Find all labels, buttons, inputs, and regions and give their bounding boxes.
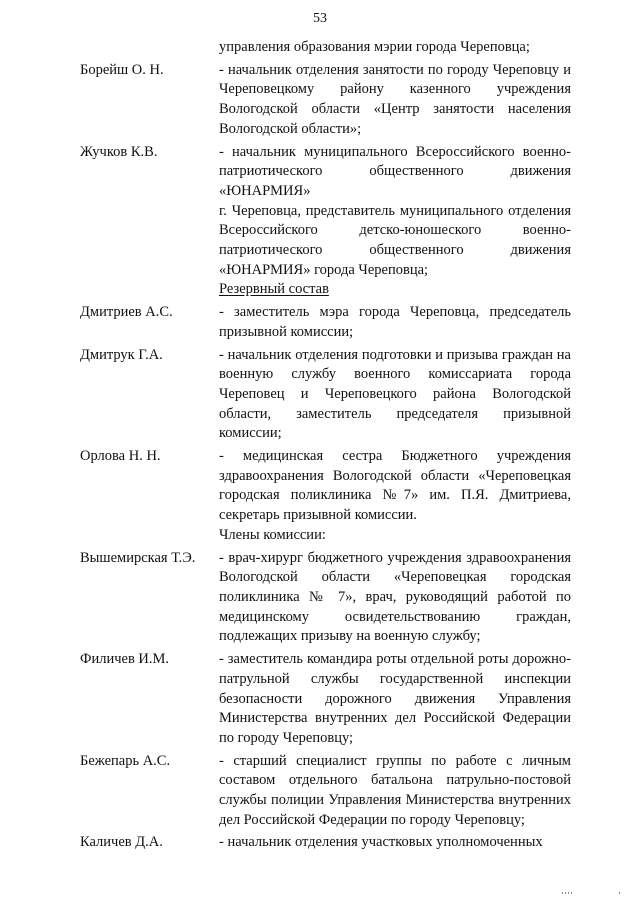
scan-noise-icon (562, 890, 622, 896)
member-role (219, 650, 571, 749)
role-text: - заместитель мэра города Череповца, председатель призывной комиссии; (219, 304, 571, 340)
member-name: Каличев Д.А. (80, 834, 163, 851)
member-name: Вышемирская Т.Э. (80, 549, 196, 566)
member-name: Филичев И.М. (80, 651, 170, 668)
section-heading-members: Члены комиссии: (219, 526, 326, 543)
role-text: г. Череповца, представитель муниципального отделения Всероссийского детско-юношеского военно-патриотического общественного движения «ЮНАРМИЯ» города Череповца; (219, 202, 571, 278)
role-text: - начальник отделения участковых уполномоченных (219, 834, 543, 851)
member-role (219, 833, 571, 853)
list-item (0, 346, 640, 445)
list-item (0, 650, 640, 749)
commission-list (0, 38, 640, 853)
list-item (0, 61, 640, 140)
member-name: Дмитриев А.С. (80, 304, 173, 321)
role-text: - врач-хирург бюджетного учреждения здравоохранения Вологодской области «Череповецкая городская поликлиника № 7», врач, руководящий работой по медицинскому освидетельствованию граждан, подлежащих призыву на военную службу; (219, 549, 571, 645)
member-name: Бежепарь А.С. (80, 752, 171, 769)
member-role (219, 752, 571, 831)
role-text: - медицинская сестра Бюджетного учреждения здравоохранения Вологодской области «Череповецкая городская поликлиника №7» им. П.Я. Дмитриева, секретарь призывной комиссии. (219, 448, 571, 524)
member-role (219, 303, 571, 342)
list-item (0, 752, 640, 831)
member-role (219, 346, 571, 445)
member-name: Орлова Н. Н. (80, 448, 161, 465)
member-role (219, 447, 571, 546)
list-item (0, 38, 640, 58)
member-role (219, 143, 571, 301)
member-name: Дмитрук Г.А. (80, 346, 163, 363)
member-name: Жучков К.В. (80, 143, 158, 160)
role-text: - начальник муниципального Всероссийского военно-патриотического общественного движения «ЮНАРМИЯ» (219, 143, 571, 199)
member-role (219, 38, 571, 58)
section-heading-reserve: Резервный состав (219, 281, 329, 298)
scan-mark (562, 890, 622, 898)
list-item (0, 549, 640, 648)
list-item (0, 143, 640, 301)
role-text: - начальник отделения подготовки и призыва граждан на военную службу военного комиссариата города Череповец и Череповецкого района Вологодской области, заместитель председателя призывной комиссии; (219, 346, 571, 442)
page-number: 53 (313, 11, 327, 26)
role-text: - заместитель командира роты отдельной роты дорожно-патрульной службы государственной инспекции безопасности дорожного движения Управления Министерства внутренних дел Российской Федерации по городу Череповцу; (219, 651, 571, 746)
member-role (219, 61, 571, 140)
member-name: Борейш О. Н. (80, 61, 164, 78)
list-item (0, 833, 640, 853)
role-text: - начальник отделения занятости по городу Череповцу и Череповецкому району казенного учреждения Вологодской области «Центр занятости населения Вологодской области»; (219, 61, 571, 137)
list-item (0, 303, 640, 342)
role-text: управления образования мэрии города Череповца; (219, 39, 530, 55)
member-role (219, 549, 571, 648)
role-text: - старший специалист группы по работе с личным составом отдельного батальона патрульно-постовой службы полиции Управления Министерства внутренних дел Российской Федерации по городу Череповцу; (219, 752, 571, 828)
list-item (0, 447, 640, 546)
